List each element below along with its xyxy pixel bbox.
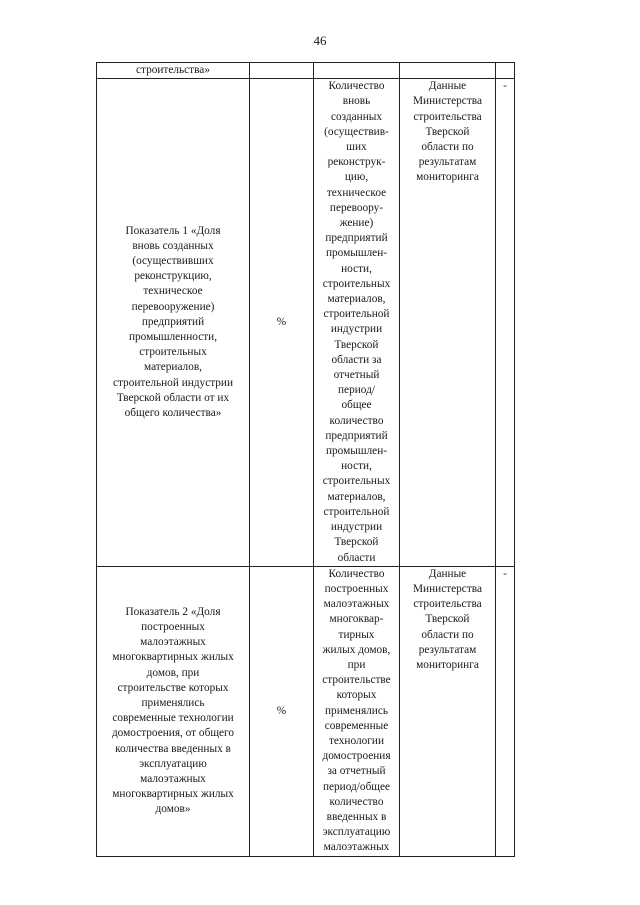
- indicators-table: [96, 62, 515, 857]
- text-line: индустрии: [330, 323, 383, 336]
- text-line: предприятий: [325, 429, 388, 442]
- text-line: домов, при: [146, 666, 200, 679]
- text-line: области за: [331, 353, 382, 366]
- table-row-continuation: [97, 63, 515, 79]
- text-line: Тверской: [334, 536, 379, 549]
- text-line: общего количества»: [124, 407, 222, 420]
- text-line: за отчетный: [327, 765, 386, 778]
- text-line: отчетный: [333, 369, 380, 382]
- method-cell: [314, 566, 400, 856]
- text-line: которых: [336, 689, 377, 702]
- text-line: строительстве: [322, 674, 391, 687]
- source-cell: [400, 79, 496, 567]
- text-line: домов»: [155, 803, 191, 816]
- text-line: промышлен-: [325, 247, 388, 260]
- text-line: области по: [421, 141, 474, 154]
- empty-cell: [314, 63, 400, 79]
- text-line: материалов,: [327, 490, 386, 503]
- page-number: 46: [313, 33, 327, 48]
- text-line: перевоору-: [329, 201, 384, 214]
- text-line: Тверской области от их: [116, 391, 230, 404]
- table-row-indicator-1: [97, 79, 515, 567]
- text-line: период/: [338, 384, 375, 397]
- table-row-indicator-2: [97, 566, 515, 856]
- text-line: промышлен-: [325, 445, 388, 458]
- extra-cell: -: [496, 79, 515, 567]
- text-line: Тверской: [334, 338, 379, 351]
- method-cell: [314, 79, 400, 567]
- text-line: Показатель 2 «Доля: [125, 605, 221, 618]
- text-line: ности,: [341, 262, 372, 275]
- text-line: индустрии: [330, 521, 383, 534]
- empty-cell: [250, 63, 314, 79]
- text-line: многоквартирных жилых: [112, 788, 234, 801]
- text-line: техническое: [143, 285, 203, 298]
- text-line: малоэтажных: [323, 598, 390, 611]
- text-line: строительстве которых: [117, 681, 229, 694]
- text-line: результатам: [418, 643, 477, 656]
- text-line: применялись: [141, 696, 205, 709]
- text-line: строительных: [139, 346, 207, 359]
- text-line: домостроения, от общего: [111, 727, 235, 740]
- text-line: построенных: [324, 582, 389, 595]
- continuation-text: строительства»: [136, 64, 210, 76]
- text-line: эксплуатацию: [139, 757, 207, 770]
- text-line: жилых домов,: [322, 643, 391, 656]
- text-line: жение): [339, 217, 374, 230]
- text-line: количество: [329, 414, 384, 427]
- text-line: ности,: [341, 460, 372, 473]
- text-line: современные технологии: [112, 712, 234, 725]
- text-line: вновь созданных: [132, 239, 214, 252]
- text-line: строительства: [413, 598, 482, 611]
- text-line: строительной индустрии: [112, 376, 234, 389]
- text-line: Министерства: [413, 95, 482, 108]
- text-line: материалов,: [327, 293, 386, 306]
- text-line: созданных: [330, 110, 382, 123]
- text-line: применялись: [325, 704, 388, 717]
- text-line: мониторинга: [416, 171, 479, 184]
- indicator-name-cell: [97, 566, 250, 856]
- text-line: Тверской: [425, 125, 470, 138]
- text-line: строительной: [323, 308, 390, 321]
- indicator-name-cell: [97, 79, 250, 567]
- text-line: малоэтажных: [140, 772, 206, 785]
- text-line: реконструк-: [327, 156, 386, 169]
- text-line: многоквартирных жилых: [112, 651, 234, 664]
- text-line: Данные: [428, 80, 467, 93]
- continuation-cell: [97, 63, 250, 79]
- text-line: Тверской: [425, 613, 470, 626]
- text-line: результатам: [418, 156, 477, 169]
- unit-cell: %: [250, 566, 314, 856]
- text-line: области по: [421, 628, 474, 641]
- text-line: общее: [341, 399, 372, 412]
- text-line: (осуществивших: [132, 255, 214, 268]
- text-line: технологии: [328, 734, 384, 747]
- text-line: эксплуатацию: [322, 826, 391, 839]
- text-line: Количество: [328, 80, 385, 93]
- text-line: Количество: [328, 567, 385, 580]
- text-line: количество: [329, 795, 384, 808]
- text-line: материалов,: [144, 361, 202, 374]
- text-line: многоквар-: [329, 613, 384, 626]
- text-line: построенных: [141, 620, 205, 633]
- text-line: реконструкцию,: [134, 270, 212, 283]
- text-line: введенных в: [326, 810, 387, 823]
- text-line: малоэтажных: [323, 841, 390, 854]
- text-line: домостроения: [322, 750, 391, 763]
- text-line: Министерства: [413, 582, 482, 595]
- text-line: строительных: [322, 475, 391, 488]
- text-line: области: [337, 551, 376, 564]
- text-line: строительной: [323, 505, 390, 518]
- text-line: предприятий: [141, 315, 205, 328]
- text-line: Показатель 1 «Доля: [125, 224, 221, 237]
- extra-cell: -: [496, 566, 515, 856]
- text-line: перевооружение): [131, 300, 215, 313]
- text-line: цию,: [344, 171, 369, 184]
- text-line: техническое: [326, 186, 387, 199]
- text-line: вновь: [342, 95, 371, 108]
- text-line: при: [347, 658, 366, 671]
- text-line: строительства: [413, 110, 482, 123]
- text-line: мониторинга: [416, 658, 479, 671]
- empty-cell: [400, 63, 496, 79]
- text-line: (осуществив-: [324, 125, 389, 138]
- text-line: современные: [324, 719, 389, 732]
- unit-cell: %: [250, 79, 314, 567]
- text-line: предприятий: [325, 232, 388, 245]
- text-line: период/общее: [322, 780, 391, 793]
- source-cell: [400, 566, 496, 856]
- text-line: количества введенных в: [115, 742, 231, 755]
- text-line: тирных: [338, 628, 375, 641]
- text-line: малоэтажных: [140, 636, 206, 649]
- text-line: ших: [346, 141, 367, 154]
- text-line: строительных: [322, 277, 391, 290]
- empty-cell: [496, 63, 515, 79]
- text-line: промышленности,: [128, 331, 218, 344]
- text-line: Данные: [428, 567, 467, 580]
